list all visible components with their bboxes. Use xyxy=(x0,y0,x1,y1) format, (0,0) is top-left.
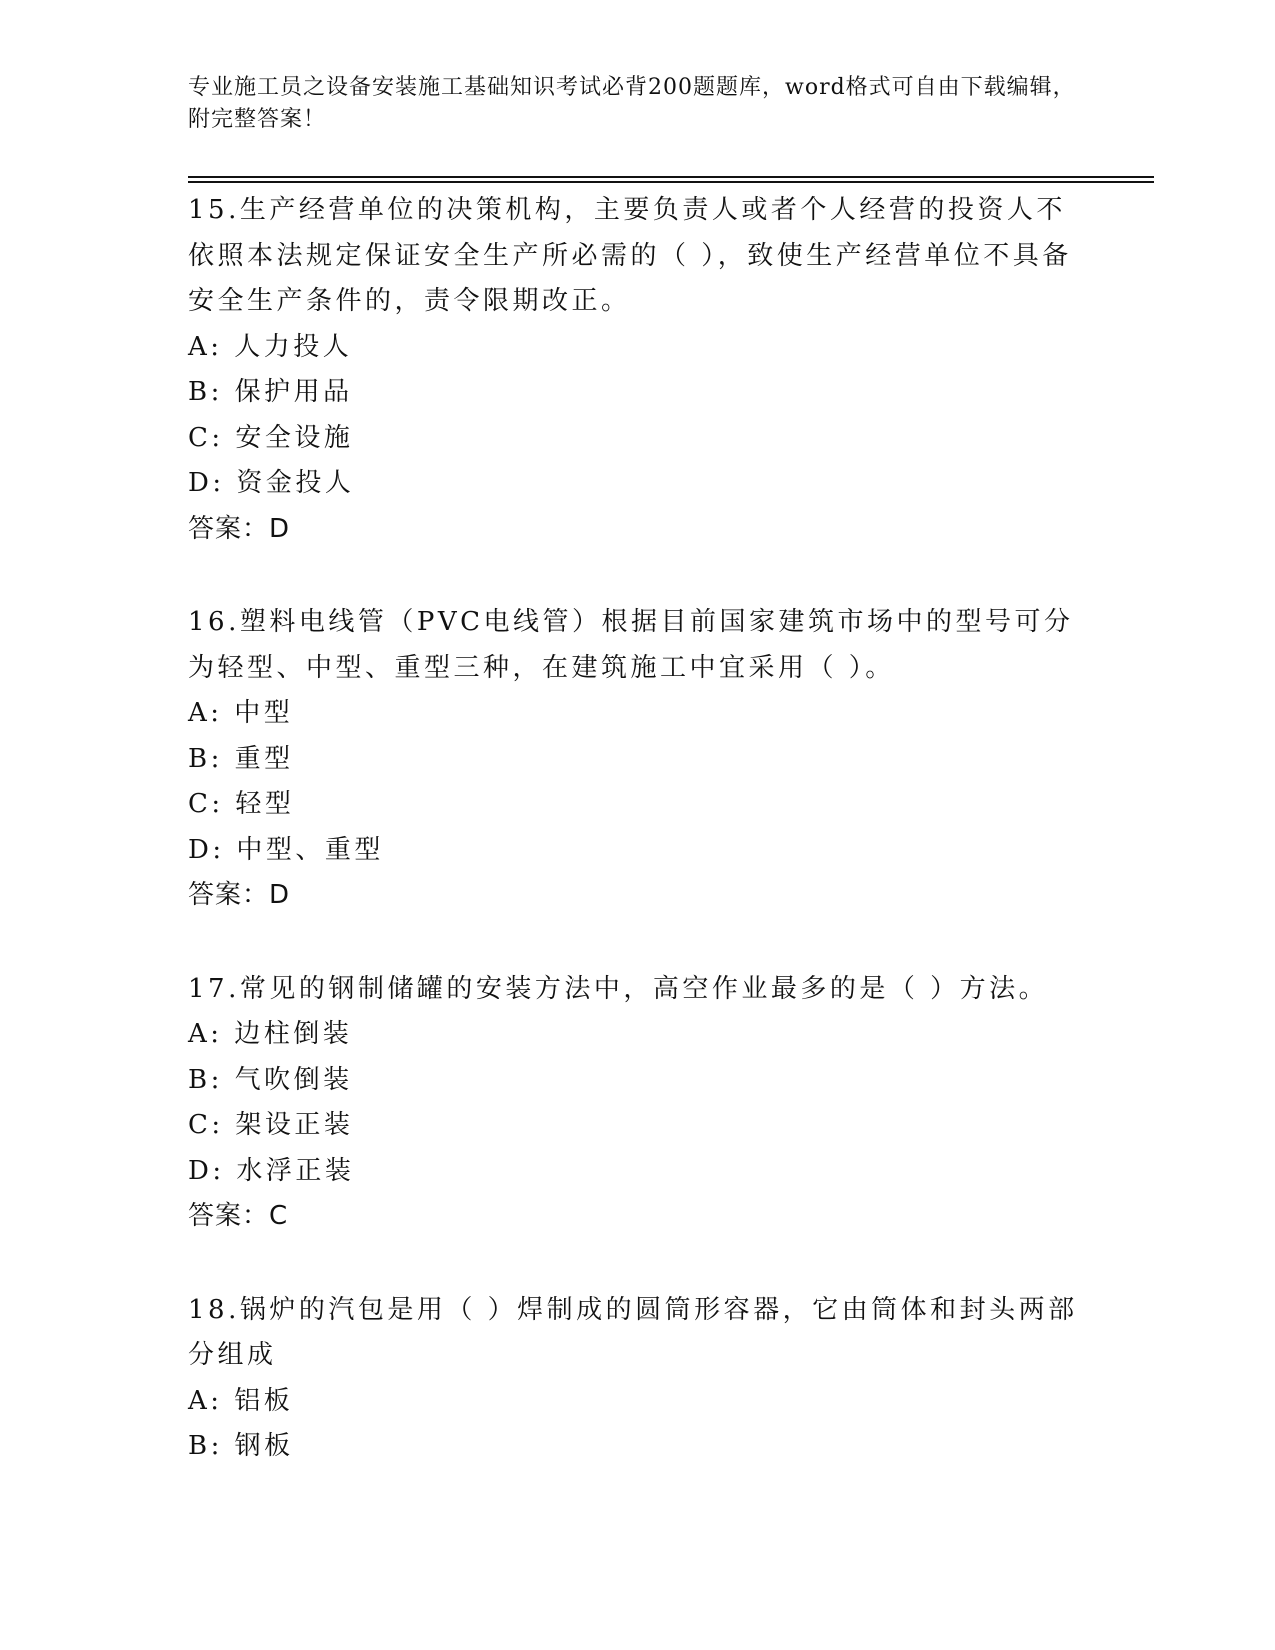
question-stem: 17.常见的钢制储罐的安装方法中，高空作业最多的是（ ）方法。 xyxy=(188,973,1049,1004)
question-item xyxy=(188,967,1088,1240)
question-item xyxy=(188,1288,1088,1470)
question-list xyxy=(188,188,1088,1518)
option-d: D: 资金投人 xyxy=(188,468,355,498)
question-stem: 15.生产经营单位的决策机构，主要负责人或者个人经营的投资人不依照本法规定保证安全生产所必需的（ ），致使生产经营单位不具备安全生产条件的，责令限期改正。 xyxy=(188,195,1072,316)
option-c: C: 安全设施 xyxy=(188,422,354,453)
question-stem: 18.锅炉的汽包是用（ ）焊制成的圆筒形容器，它由筒体和封头两部分组成 xyxy=(188,1294,1078,1370)
document-header: 专业施工员之设备安装施工基础知识考试必背200题题库，word格式可自由下载编辑，附完整答案！ xyxy=(188,75,1076,132)
question-stem: 16.塑料电线管（PVC电线管）根据目前国家建筑市场中的型号可分为轻型、中型、重型三种，在建筑施工中宜采用（ ）。 xyxy=(188,607,1074,683)
option-b: B: 钢板 xyxy=(188,1431,294,1461)
option-d: D: 水浮正装 xyxy=(188,1155,355,1186)
header-divider-secondary xyxy=(188,181,1154,183)
header-divider xyxy=(188,176,1154,178)
answer: 答案：D xyxy=(188,513,291,544)
option-b: B: 重型 xyxy=(188,743,294,774)
option-a: A: 人力投人 xyxy=(188,331,353,362)
option-a: A: 中型 xyxy=(188,698,294,728)
answer: 答案：D xyxy=(188,880,291,910)
option-c: C: 架设正装 xyxy=(188,1110,354,1140)
option-a: A: 边柱倒装 xyxy=(188,1019,353,1049)
option-b: B: 气吹倒装 xyxy=(188,1064,353,1095)
question-item xyxy=(188,188,1088,552)
question-item xyxy=(188,600,1088,919)
option-a: A: 铝板 xyxy=(188,1385,294,1416)
answer: 答案：C xyxy=(188,1201,289,1231)
option-c: C: 轻型 xyxy=(188,789,295,819)
option-b: B: 保护用品 xyxy=(188,377,353,407)
option-d: D: 中型、重型 xyxy=(188,834,384,865)
